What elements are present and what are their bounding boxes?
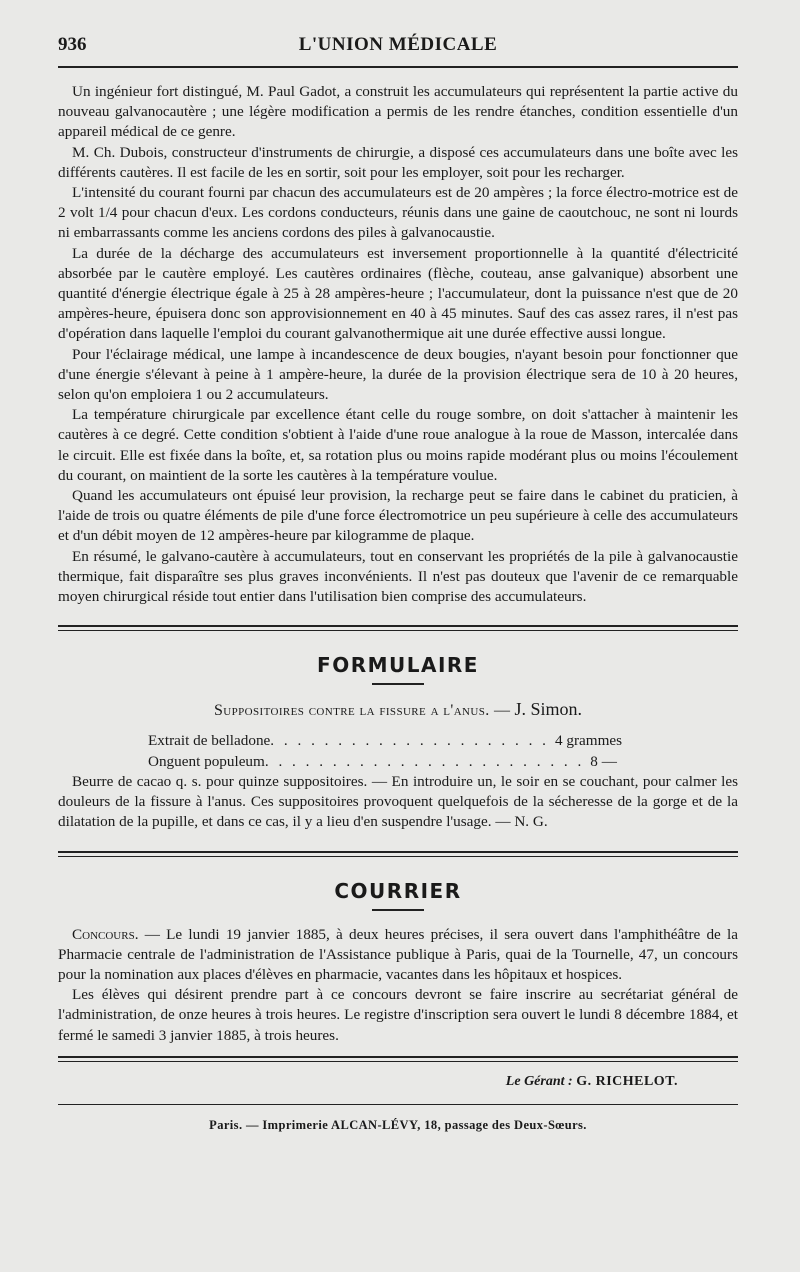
recipe-note: Beurre de cacao q. s. pour quinze suppositoires. — En introduire un, le soir en se couchant, pour calmer les douleurs de la fissure à l'anus. Ces suppositoires provoquent quelquefois de la sécheresse de la gorge et de la dilatation de la pupille, et dans ce cas, il y a lieu d'en suspendre l'usage. — N. G. bbox=[58, 772, 738, 831]
page-number: 936 bbox=[58, 34, 87, 55]
article-paragraph: Un ingénieur fort distingué, M. Paul Gadot, a construit les accumulateurs qui représentent la partie active du nouveau galvanocautère ; une légère modification a permis de les rendre étanches, condition essentielle d'un appareil médical de ce genre. bbox=[58, 83, 738, 141]
article-section bbox=[58, 82, 738, 607]
running-head bbox=[58, 34, 738, 62]
leader-dots: . . . . . . . . . . . . . . . . . . . . . . . . bbox=[264, 752, 585, 770]
courrier-section bbox=[58, 879, 738, 1046]
article-paragraph: M. Ch. Dubois, constructeur d'instruments de chirurgie, a disposé ces accumulateurs dans une boîte avec les différents cautères. Il est facile de les en sortir, soit pour les employer, soit pour les recharger. bbox=[58, 143, 738, 181]
section-divider bbox=[58, 625, 738, 631]
title-underline bbox=[372, 683, 424, 685]
ingredient-quantity: 4 grammes bbox=[554, 732, 623, 750]
section-divider bbox=[58, 851, 738, 857]
header-rule bbox=[58, 66, 738, 68]
ingredient-list bbox=[148, 731, 628, 771]
leader-dots: . . . . . . . . . . . . . . . . . . . . . bbox=[270, 732, 549, 750]
courrier-paragraph bbox=[58, 925, 738, 986]
article-paragraph: La température chirurgicale par excellence étant celle du rouge sombre, on doit s'attacher à maintenir les cautères à ce degré. Cette condition s'obtient à l'aide d'une roue analogue à la roue de Masson, intercalée dans le circuit. Elle est fixée dans la boîte, et, sa rotation plus ou moins rapide modérant plus ou moins l'écoulement du courant, on maintient de la sorte les cautères à la température voulue. bbox=[58, 406, 738, 484]
courrier-text: — Le lundi 19 janvier 1885, à deux heures précises, il sera ouvert dans l'amphithéâtre de la Pharmacie centrale de l'administration de l'Assistance publique à Paris, quai de la Tournelle, 47, un concours pour la nomination aux places d'élèves en pharmacie, vacantes dans les hôpitaux et hospices. bbox=[58, 925, 738, 983]
article-paragraph: En résumé, le galvano-cautère à accumulateurs, tout en conservant les propriétés de la pile à galvanocaustie thermique, fait disparaître ses plus graves inconvénients. Il n'est pas douteux que l'avenir de ce remarquable moyen chirurgical réside tout entier dans l'utilisation bien comprise des accumulateurs. bbox=[58, 547, 738, 606]
courrier-paragraph: Les élèves qui désirent prendre part à ce concours devront se faire inscrire au secrétariat général de l'administration, de onze heures à trois heures. Le registre d'inscription sera ouvert le lundi 8 décembre 1884, et fermé le samedi 3 janvier 1885, à trois heures. bbox=[58, 986, 738, 1044]
formulaire-section bbox=[58, 653, 738, 832]
gerant-signature bbox=[58, 1072, 738, 1092]
title-underline bbox=[372, 909, 424, 911]
footer-rule bbox=[58, 1104, 738, 1105]
gerant-name: G. RICHELOT. bbox=[576, 1073, 678, 1089]
ingredient-row bbox=[148, 731, 628, 751]
article-paragraph: Quand les accumulateurs ont épuisé leur provision, la recharge peut se faire dans le cabinet du praticien, à l'aide de trois ou quatre éléments de pile d'une force électromotrice un peu supérieure à celle des accumulateurs et d'un débit moyen de 12 ampères-heure par kilogramme de plaque. bbox=[58, 487, 738, 545]
formulaire-title: FORMULAIRE bbox=[317, 653, 479, 678]
recipe-title-line bbox=[58, 699, 738, 721]
article-paragraph: La durée de la décharge des accumulateurs est inversement proportionnelle à la quantité d'électricité absorbée par le cautère employé. Les cautères ordinaires (flèche, couteau, anse galvanique) absorbent une quantité d'énergie électrique égale à 25 à 28 ampères-heure ; l'accumulateur, dont la puissance n'est que de 20 ampères-heure, épuisera donc son approvisionnement en 40 à 45 minutes. Sauf des cas assez rares, il n'est pas d'opération dans laquelle l'emploi du courant galvanothermique ait une durée effective aussi longue. bbox=[58, 244, 738, 343]
printer-imprint: Paris. — Imprimerie ALCAN-LÉVY, 18, passage des Deux-Sœurs. bbox=[209, 1117, 587, 1132]
gerant-label: Le Gérant : bbox=[505, 1073, 573, 1089]
footer-divider bbox=[58, 1056, 738, 1062]
courrier-title: COURRIER bbox=[334, 878, 462, 903]
ingredient-name: Onguent populeum bbox=[148, 752, 265, 770]
journal-title: L'UNION MÉDICALE bbox=[298, 34, 498, 55]
page-body bbox=[58, 82, 738, 1135]
ingredient-row bbox=[148, 752, 628, 772]
recipe-title: Suppositoires contre la fissure a l'anus. — bbox=[213, 702, 511, 720]
courrier-lead: Concours. bbox=[72, 925, 139, 943]
article-paragraph: Pour l'éclairage médical, une lampe à incandescence de deux bougies, n'ayant besoin pour fonctionner que d'une énergie s'élevant à peine à 1 ampère-heure, la durée de la provision électrique sera de 10 à 20 heures, selon qu'on emploiera 1 ou 2 accumulateurs. bbox=[58, 345, 738, 404]
ingredient-name: Extrait de belladone bbox=[148, 732, 271, 750]
recipe-author: J. Simon. bbox=[514, 699, 582, 720]
ingredient-quantity: 8 — bbox=[590, 752, 617, 770]
article-paragraph: L'intensité du courant fourni par chacun des accumulateurs est de 20 ampères ; la force électro-motrice est de 2 volt 1/4 pour chacun d'eux. Les cordons conducteurs, réunis dans une gaine de caoutchouc, ne sont ni lourds ni embarrassants comme les anciens cordons des piles à galvanocaustie. bbox=[58, 184, 738, 242]
